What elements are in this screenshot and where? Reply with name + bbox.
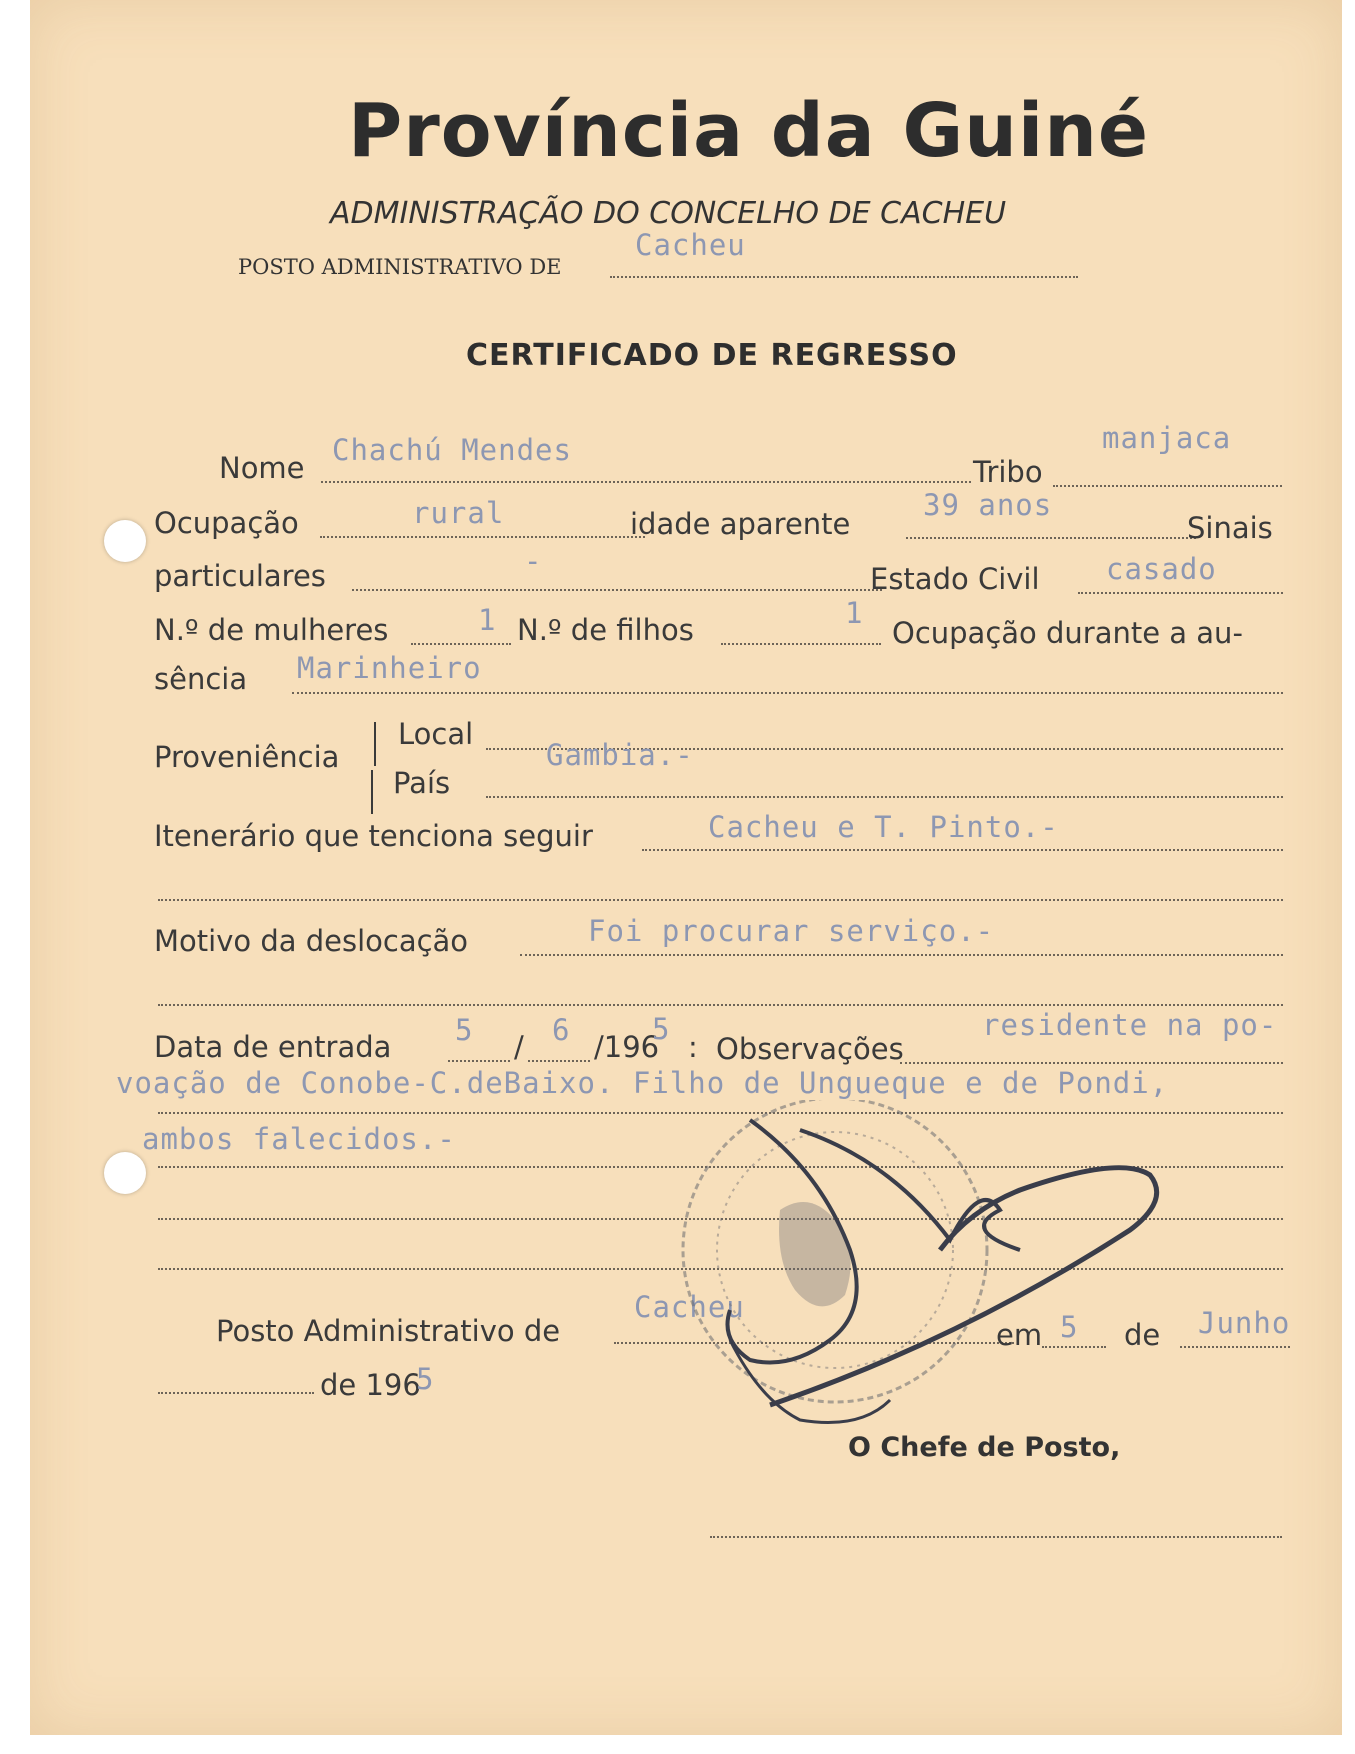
signature-dotted-line [710,1536,1282,1538]
itinerario-dotted-line-2 [158,899,1283,901]
certificate-title: CERTIFICADO DE REGRESSO [466,338,958,373]
ocupacao-dotted-line [320,536,645,538]
observacoes-line2: voação de Conobe-C.deBaixo. Filho de Ungueque e de Pondi, [116,1066,1169,1100]
observacoes-label: Observações [716,1032,904,1066]
idade-aparente-label: idade aparente [630,507,851,541]
ocupacao-ausencia-label: Ocupação durante a au- [892,616,1243,650]
data-entrada-label: Data de entrada [154,1030,392,1064]
nome-dotted-line [321,481,971,483]
ocupacao-ausencia-value: Marinheiro [297,651,482,685]
stamp-emblem [779,1202,851,1306]
particulares-dotted-line [352,589,882,591]
ocupacao-value: rural [412,496,505,530]
mulheres-label: N.º de mulheres [154,613,389,647]
punch-hole-bottom [104,1152,146,1194]
ausencia-dotted-line [292,692,1283,694]
itinerario-label: Itenerário que tenciona seguir [154,819,593,853]
province-title: Província da Guiné [348,88,1150,174]
filhos-dotted-line [721,643,881,645]
data-year-prefix: /196 [594,1030,660,1064]
data-month-dotted-line [528,1060,590,1062]
official-stamp-signature [660,1100,1220,1440]
motivo-label: Motivo da deslocação [154,924,469,958]
tribo-dotted-line [1053,485,1282,487]
sinais-label: Sinais [1187,511,1273,545]
proveniencia-brace-bottom [371,770,373,814]
data-month-value: 6 [552,1013,571,1047]
footer-month-value: Junho [1198,1306,1291,1340]
mulheres-dotted-line [411,643,511,645]
observacoes-dotted-line [900,1062,1283,1064]
filhos-value: 1 [845,596,864,630]
motivo-dotted-line-2 [158,1004,1283,1006]
footer-posto-label: Posto Administrativo de [216,1314,561,1348]
footer-year-prefix: de 196 [320,1368,421,1402]
footer-day-value: 5 [1060,1310,1079,1344]
data-year-digit: 5 [652,1012,671,1046]
chefe-de-posto-label: O Chefe de Posto, [848,1432,1121,1463]
data-slash: / [514,1030,524,1064]
local-value: Gambia.- [546,738,694,772]
footer-year-digit: 5 [416,1362,435,1396]
observacoes-line3: ambos falecidos.- [142,1122,456,1156]
sencia-label: sência [154,662,248,696]
particulares-value: - [524,544,543,578]
footer-de-label: de [1124,1318,1161,1352]
itinerario-dotted-line [642,849,1283,851]
observacoes-line1: residente na po- [982,1008,1278,1042]
estado-civil-value: casado [1106,552,1217,586]
estado-civil-dotted-line [1078,592,1283,594]
data-day-dotted-line [448,1060,510,1062]
posto-dotted-line [610,276,1078,278]
proveniencia-brace-top [374,722,376,766]
idade-value: 39 anos [923,488,1053,522]
certificate-sheet [30,0,1342,1735]
data-colon: : [688,1030,698,1064]
footer-posto-value: Cacheu [634,1290,745,1324]
footer-year-dotted-line [158,1392,314,1394]
estado-civil-label: Estado Civil [870,562,1040,596]
filhos-label: N.º de filhos [517,613,694,647]
nome-label: Nome [219,451,305,485]
particulares-label: particulares [154,559,326,593]
itinerario-value: Cacheu e T. Pinto.- [708,810,1059,844]
tribo-value: manjaca [1102,421,1232,455]
footer-em-label: em [996,1318,1043,1352]
proveniencia-label: Proveniência [154,740,340,774]
tribo-label: Tribo [973,455,1043,489]
motivo-dotted-line [520,954,1283,956]
posto-value: Cacheu [635,228,746,262]
posto-administrativo-label: POSTO ADMINISTRATIVO DE [238,255,562,279]
pais-dotted-line [486,796,1283,798]
idade-dotted-line [906,537,1196,539]
punch-hole-top [104,520,146,562]
local-label: Local [398,717,474,751]
nome-value: Chachú Mendes [332,433,572,467]
mulheres-value: 1 [478,603,497,637]
motivo-value: Foi procurar serviço.- [588,914,995,948]
pais-label: País [393,766,451,800]
administration-subtitle: ADMINISTRAÇÃO DO CONCELHO DE CACHEU [330,196,1007,231]
data-day-value: 5 [455,1013,474,1047]
ocupacao-label: Ocupação [154,506,299,540]
